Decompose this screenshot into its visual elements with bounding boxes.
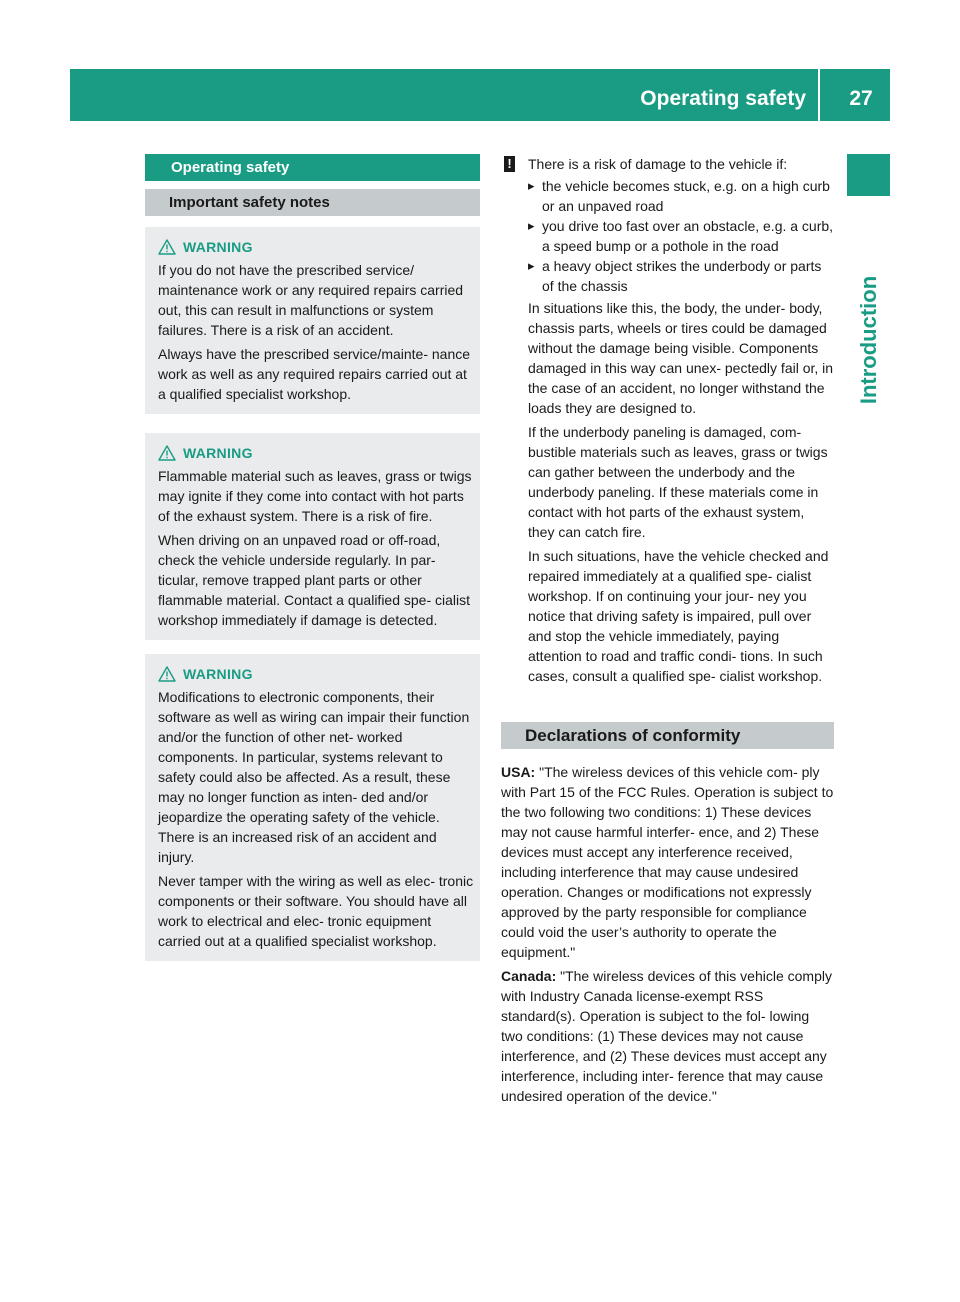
usa-declaration xyxy=(501,762,834,962)
warning-text: If you do not have the prescribed service/ maintenance work or any required repairs carried out, this can result in malfunctions or system failures. There is a risk of an accident. xyxy=(158,262,464,338)
warning-text: Modifications to electronic components, their software as well as wiring can impair their function and/or the function of other net- worked components. In particular, systems relevant to safety could also be affected. As a result, these may no longer function as inten- ded and/or jeopardize the operating safety of the vehicle. There is an increased risk of an accident and injury. xyxy=(158,689,470,865)
warning-header xyxy=(158,443,474,463)
canada-label: Canada: xyxy=(501,968,557,984)
notice-text: In situations like this, the body, the under- body, chassis parts, wheels or tires could be damaged without the damage being visible. Components damaged in this way can unex- pectedly fail or, in the case of an accident, no longer withstand the loads they are designed to. xyxy=(528,300,834,416)
section-title: Operating safety xyxy=(145,154,480,181)
declarations-title: Declarations of conformity xyxy=(501,722,834,749)
warning-header xyxy=(158,237,474,257)
canada-declaration xyxy=(501,966,834,1106)
warning-text: Always have the prescribed service/mainte- nance work as well as any required repairs carried out at a qualified specialist workshop. xyxy=(158,346,471,402)
exclamation-notice-icon: ! xyxy=(504,156,515,172)
page-header-bar xyxy=(70,69,890,121)
usa-text: "The wireless devices of this vehicle com- ply with Part 15 of the FCC Rules. Operation is subject to the two following two conditions: 1) These devices may not cause harmful interfer- ence, and 2) These devices must accept any interference received, including interference that may cause undesired operation. Changes or modifications not expressly approved by the party responsible for compliance could void the user’s authority to operate the equipment." xyxy=(501,764,834,960)
warning-box-2 xyxy=(145,433,480,640)
right-column xyxy=(501,154,834,1110)
left-column xyxy=(145,154,480,961)
warning-box-3 xyxy=(145,654,480,961)
chapter-tab-label: Introduction xyxy=(856,275,881,405)
list-item: ▸ a heavy object strikes the underbody or parts of the chassis xyxy=(528,256,834,296)
warning-label: WARNING xyxy=(183,239,253,255)
list-item: ▸ the vehicle becomes stuck, e.g. on a high curb or an unpaved road xyxy=(528,176,834,216)
warning-triangle-icon xyxy=(158,239,176,255)
damage-notice xyxy=(501,154,834,686)
subsection-title: Important safety notes xyxy=(145,189,480,216)
notice-bullet-list xyxy=(528,176,834,296)
warning-label: WARNING xyxy=(183,666,253,682)
list-item: ▸ you drive too fast over an obstacle, e.g. a curb, a speed bump or a pothole in the road xyxy=(528,216,834,256)
warning-triangle-icon xyxy=(158,445,176,461)
header-title: Operating safety xyxy=(640,69,820,121)
chapter-tab-marker xyxy=(847,154,890,196)
warning-text: Never tamper with the wiring as well as elec- tronic components or their software. You should have all work to electrical and elec- tronic equipment carried out at a qualified specialist workshop. xyxy=(158,873,474,949)
warning-text: When driving on an unpaved road or off-road, check the vehicle underside regularly. In par- ticular, remove trapped plant parts or other flammable material. Contact a qualified spe- cialist workshop immediately if damage is detected. xyxy=(158,532,471,628)
canada-text: "The wireless devices of this vehicle comply with Industry Canada license-exempt RSS standard(s). Operation is subject to the fol- lowing two conditions: (1) These devices may not cause interference, and (2) These devices must accept any interference, including inter- ference that may cause undesired operation of the device." xyxy=(501,968,832,1104)
warning-header xyxy=(158,664,474,684)
notice-intro: There is a risk of damage to the vehicle if: xyxy=(528,156,788,172)
warning-text: Flammable material such as leaves, grass or twigs may ignite if they come into contact with hot parts of the exhaust system. There is a risk of fire. xyxy=(158,468,472,524)
warning-box-1 xyxy=(145,227,480,414)
usa-label: USA: xyxy=(501,764,536,780)
declarations-body xyxy=(501,762,834,1106)
page-number: 27 xyxy=(849,87,873,110)
notice-text: In such situations, have the vehicle checked and repaired immediately at a qualified spe- cialist workshop. If on continuing your jour- ney you notice that driving safety is impaired, pull over and stop the vehicle immediately, paying attention to road and traffic condi- tions. In such cases, consult a qualified spe- cialist workshop. xyxy=(528,548,829,684)
warning-label: WARNING xyxy=(183,445,253,461)
notice-text: If the underbody paneling is damaged, com- bustible materials such as leaves, grass or twigs can gather between the underbody and the underbody paneling. If these materials come in contact with hot parts of the exhaust system, they can catch fire. xyxy=(528,424,828,540)
warning-triangle-icon xyxy=(158,666,176,682)
